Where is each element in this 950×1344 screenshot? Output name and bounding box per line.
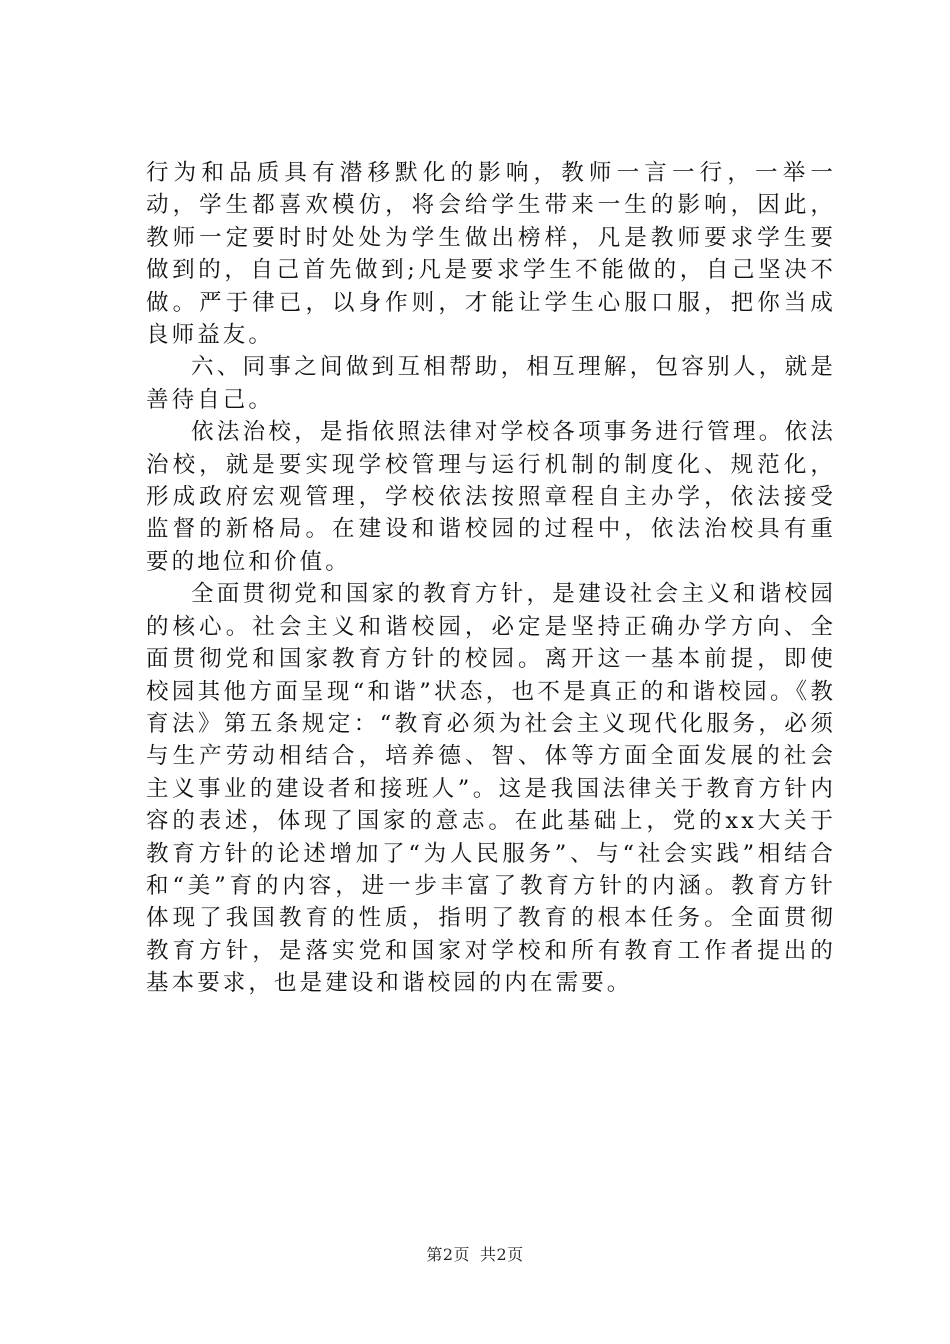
page-number-current: 第2页: [426, 1245, 470, 1264]
page-footer: [0, 1245, 950, 1265]
document-body: [146, 157, 836, 1000]
paragraph-rule-of-law: 依法治校，是指依照法律对学校各项事务进行管理。依法治校，就是要实现学校管理与运行机制的制度化、规范化，形成政府宏观管理，学校依法按照章程自主办学，依法接受监督的新格局。在建设和谐校园的过程中，依法治校具有重要的地位和价值。: [146, 419, 836, 575]
paragraph-education-policy: 全面贯彻党和国家的教育方针，是建设社会主义和谐校园的核心。社会主义和谐校园，必定是坚持正确办学方向、全面贯彻党和国家教育方针的校园。离开这一基本前提，即使校园其他方面呈现“和谐”状态，也不是真正的和谐校园。《教育法》第五条规定：“教育必须为社会主义现代化服务，必须与生产劳动相结合，培养德、智、体等方面全面发展的社会主义事业的建设者和接班人”。这是我国法律关于教育方针内容的表述，体现了国家的意志。在此基础上，党的xx大关于教育方针的论述增加了“为人民服务”、与“社会实践”相结合和“美”育的内容，进一步丰富了教育方针的内涵。教育方针体现了我国教育的性质，指明了教育的根本任务。全面贯彻教育方针，是落实党和国家对学校和所有教育工作者提出的基本要求，也是建设和谐校园的内在需要。: [146, 581, 836, 997]
page-number-total: 共2页: [480, 1245, 524, 1264]
paragraph-colleagues: 六、同事之间做到互相帮助，相互理解，包容别人，就是善待自己。: [146, 354, 836, 413]
paragraph-continued: 行为和品质具有潜移默化的影响，教师一言一行，一举一动，学生都喜欢模仿，将会给学生带来一生的影响，因此，教师一定要时时处处为学生做出榜样，凡是教师要求学生要做到的，自己首先做到;凡是要求学生不能做的，自己坚决不做。严于律已，以身作则，才能让学生心服口服，把你当成良师益友。: [146, 160, 836, 349]
